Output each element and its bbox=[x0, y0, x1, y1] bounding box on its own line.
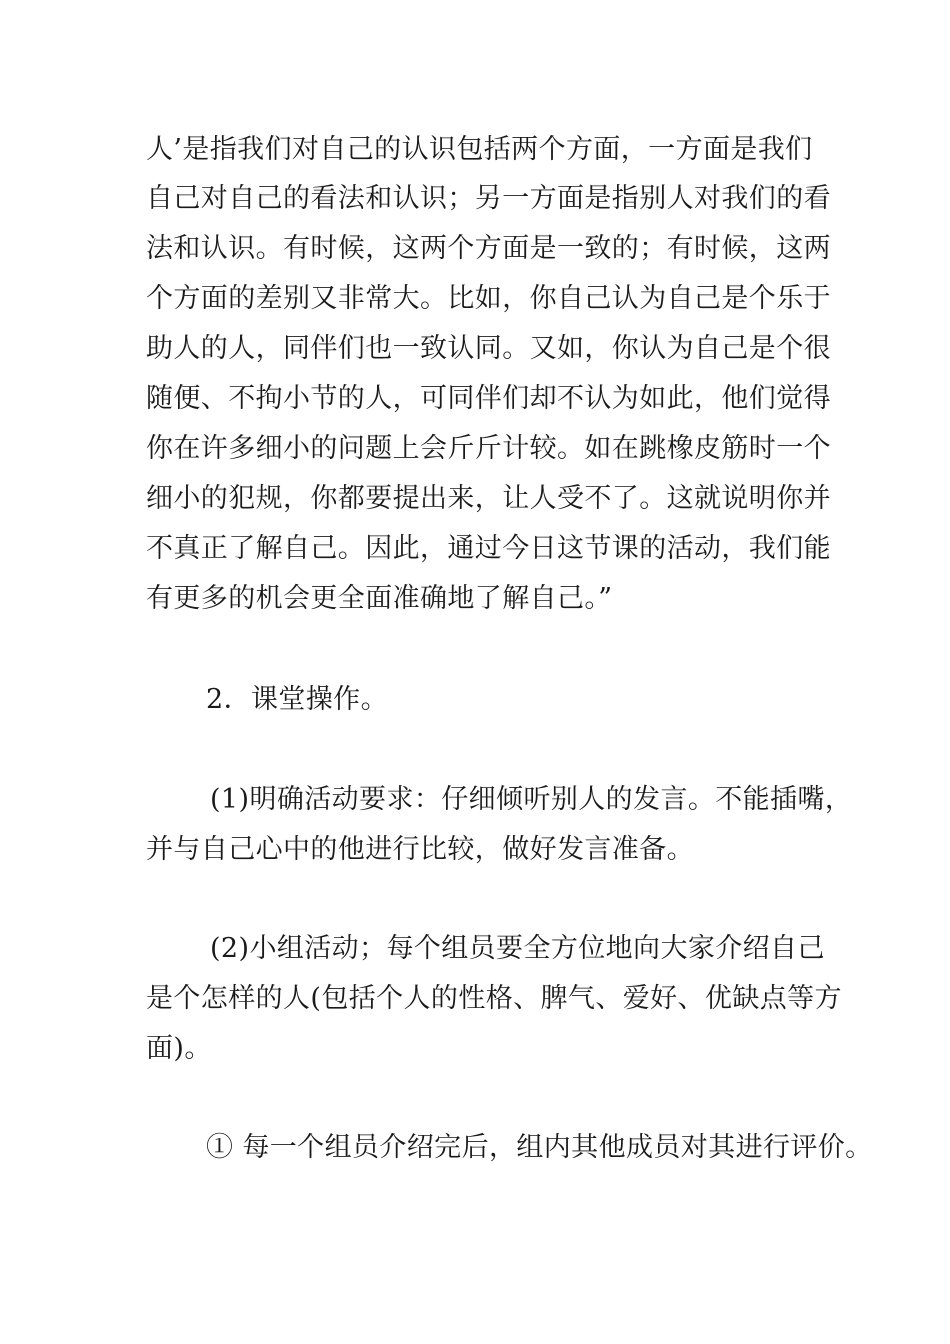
paragraph-line: 个方面的差别又非常大。比如，你自己认为自己是个乐于 bbox=[146, 283, 831, 314]
paragraph-line: (1)明确活动要求：仔细倾听别人的发言。不能插嘴， bbox=[210, 784, 853, 815]
paragraph-line: 细小的犯规，你都要提出来，让人受不了。这就说明你并 bbox=[146, 483, 831, 514]
circle-item-1: ① 每一个组员介绍完后，组内其他成员对其进行评价。 bbox=[206, 1132, 873, 1163]
paragraph-line: 法和认识。有时候，这两个方面是一致的；有时候，这两 bbox=[146, 233, 831, 264]
paragraph-line: 人’是指我们对自己的认识包括两个方面，一方面是我们 bbox=[146, 134, 813, 165]
paragraph-line: 助人的人，同伴们也一致认同。又如，你认为自己是个很 bbox=[146, 333, 831, 364]
paragraph-line: 你在许多细小的问题上会斤斤计较。如在跳橡皮筋时一个 bbox=[146, 433, 831, 464]
paragraph-line: 面)。 bbox=[146, 1033, 212, 1064]
section-heading: 2．课堂操作。 bbox=[206, 684, 388, 715]
paragraph-line: 自己对自己的看法和认识；另一方面是指别人对我们的看 bbox=[146, 183, 831, 214]
paragraph-line: 不真正了解自己。因此，通过今日这节课的活动，我们能 bbox=[146, 533, 831, 564]
paragraph-line: 随便、不拘小节的人，可同伴们却不认为如此，他们觉得 bbox=[146, 383, 831, 414]
paragraph-line: (2)小组活动；每个组员要全方位地向大家介绍自己 bbox=[210, 933, 825, 964]
paragraph-line: 并与自己心中的他进行比较，做好发言准备。 bbox=[146, 834, 694, 865]
paragraph-line: 是个怎样的人(包括个人的性格、脾气、爱好、优缺点等方 bbox=[146, 983, 842, 1014]
paragraph-line: 有更多的机会更全面准确地了解自己。” bbox=[146, 583, 613, 614]
